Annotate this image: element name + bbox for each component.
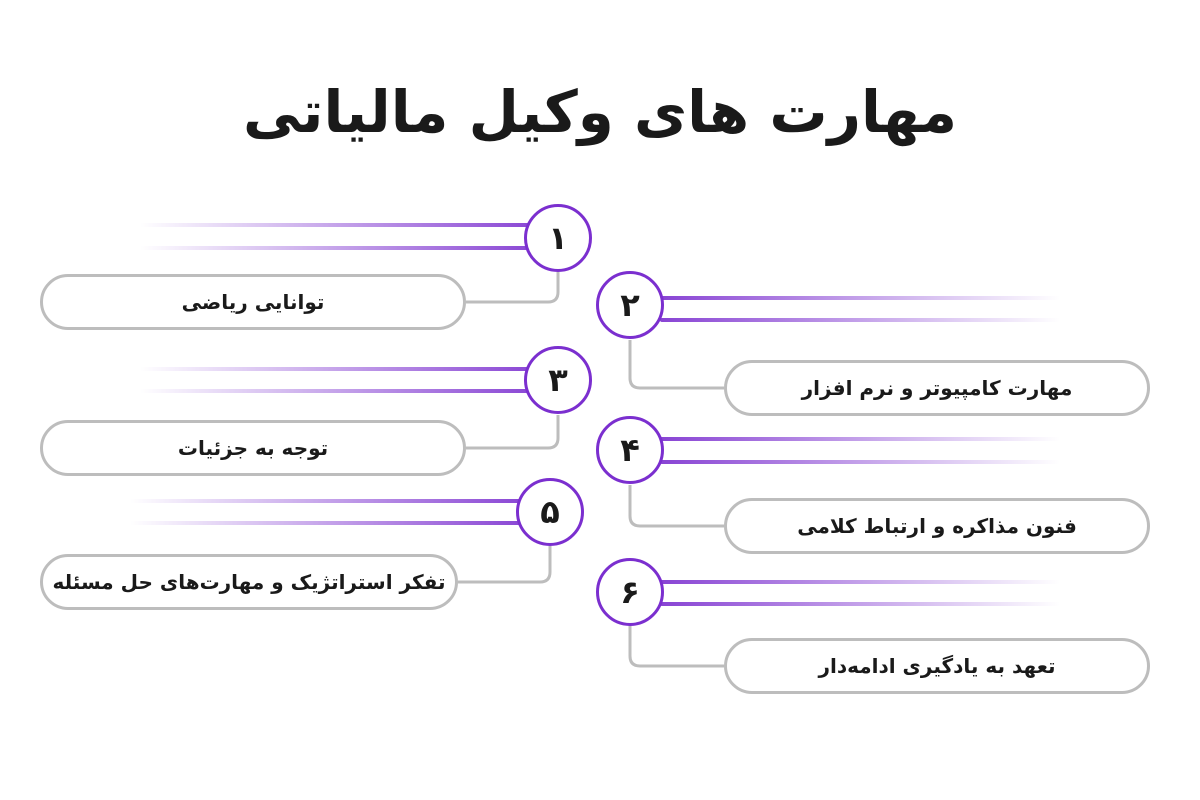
connector-5 — [458, 546, 550, 582]
streak-5a — [130, 499, 530, 503]
connector-4 — [630, 485, 724, 526]
streak-1a — [140, 223, 540, 227]
page-title: مهارت های وکیل مالیاتی — [243, 78, 957, 146]
connector-2 — [630, 340, 724, 388]
streak-2b — [660, 318, 1060, 322]
streak-3b — [140, 389, 540, 393]
skill-label-4: فنون مذاکره و ارتباط کلامی — [724, 498, 1150, 554]
skill-label-5: تفکر استراتژیک و مهارت‌های حل مسئله — [40, 554, 458, 610]
step-number-4: ۴ — [596, 416, 664, 484]
streak-2a — [660, 296, 1060, 300]
streak-6a — [660, 580, 1060, 584]
streak-4a — [660, 437, 1060, 441]
step-number-3: ۳ — [524, 346, 592, 414]
skill-label-3: توجه به جزئیات — [40, 420, 466, 476]
skill-label-2: مهارت کامپیوتر و نرم افزار — [724, 360, 1150, 416]
step-number-2: ۲ — [596, 271, 664, 339]
streak-3a — [140, 367, 540, 371]
skill-label-6: تعهد به یادگیری ادامه‌دار — [724, 638, 1150, 694]
connector-3 — [466, 415, 558, 448]
connector-6 — [630, 625, 724, 666]
step-number-1: ۱ — [524, 204, 592, 272]
streak-6b — [660, 602, 1060, 606]
step-number-5: ۵ — [516, 478, 584, 546]
streak-4b — [660, 460, 1060, 464]
step-number-6: ۶ — [596, 558, 664, 626]
streak-5b — [130, 521, 530, 525]
connector-1 — [466, 272, 558, 302]
skill-label-1: توانایی ریاضی — [40, 274, 466, 330]
streak-1b — [140, 246, 540, 250]
